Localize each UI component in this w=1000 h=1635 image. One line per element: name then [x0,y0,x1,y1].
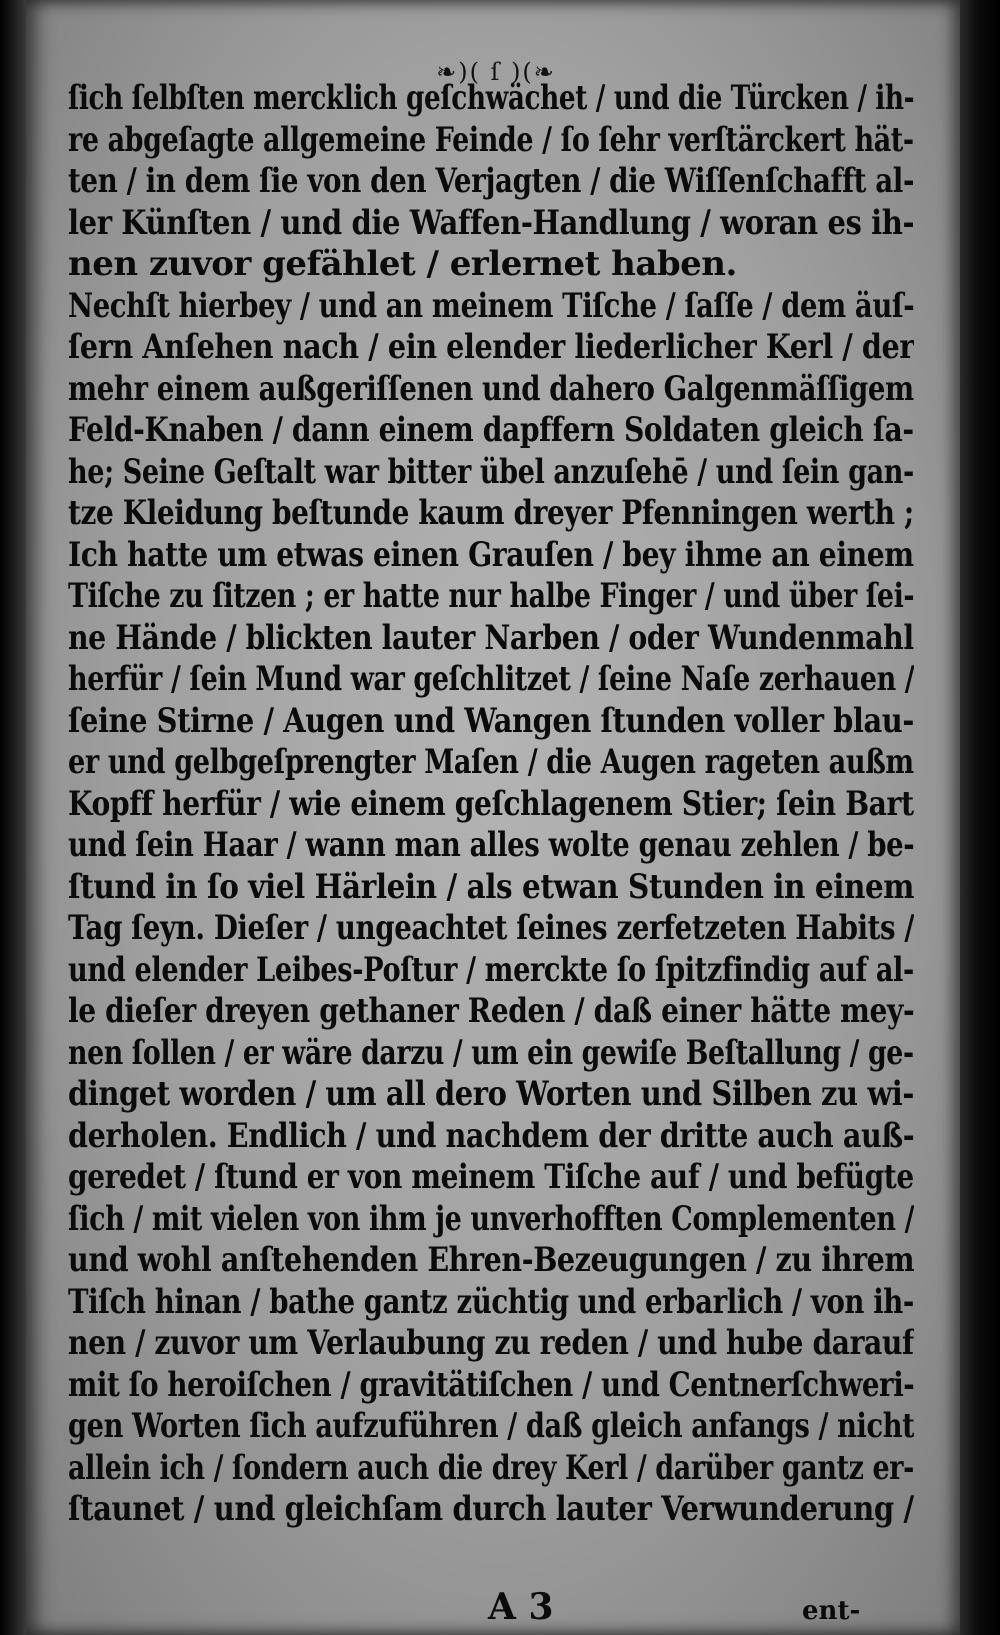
text-line: nen ſollen / er wäre darzu / um ein gewiſe Beſtallung / ge- [68,1032,914,1073]
text-line: ſtund in ſo viel Härlein / als etwan Stunden in einem [68,866,914,907]
signature-mark: A 3 [488,1586,554,1628]
text-line: nen / zuvor um Verlaubung zu reden / und hube darauf [68,1323,914,1363]
text-line: und elender Leibes-Poſtur / merckte ſo ſpitzfindig auf al- [68,949,914,990]
text-line: und wohl anſtehenden Ehren-Bezeugungen / zu ihrem [68,1240,914,1280]
text-line: tze Kleidung beſtunde kaum dreyer Pfenningen werth ; [68,493,914,533]
text-line: Kopff herfür / wie einem geſchlagenem Stier; ſein Bart [68,783,914,824]
text-line: mehr einem außgeriſſenen und dahero Galgenmäſſigem [68,368,914,409]
text-line: he; Seine Geſtalt war bitter übel anzuſehē / und ſein gan- [68,451,914,492]
text-line: mit ſo heroiſchen / gravitätiſchen / und Centnerſchweri- [68,1364,914,1405]
text-line: geredet / ſtund er von meinem Tiſche auf / und befügte [68,1157,914,1197]
text-line: ſich ſelbſten mercklich geſchwächet / und die Türcken / ih- [68,78,914,118]
text-line: re abgeſagte allgemeine Feinde / ſo ſehr verſtärckert hät- [68,119,914,160]
page-body-text [68,78,914,1531]
text-line: ſern Anſehen nach / ein elender liederlicher Kerl / der [68,327,914,367]
header-ornament: ❧)( ſ )(❧ [436,58,556,86]
page-stack-edge [960,0,1000,1635]
text-line: dinget worden / um all dero Worten und Silben zu wi- [68,1074,914,1114]
text-line: ler Künſten / und die Waffen-Handlung / woran es ih- [68,202,914,243]
book-page [26,0,960,1635]
text-line: nen zuvor gefählet / erlernet haben. [68,244,737,284]
text-line: ſeine Stirne / Augen und Wangen ſtunden voller blau- [68,700,914,741]
text-line: ne Hände / blickten lauter Narben / oder Wundenmahl [68,617,914,658]
text-line: Nechſt hierbey / und an meinem Tiſche / ſaſſe / dem äuſ- [68,285,914,326]
catchword: ent- [802,1596,861,1626]
text-line: derholen. Endlich / und nachdem der dritte auch auß- [68,1115,914,1156]
text-line: gen Worten ſich aufzuführen / daß gleich anfangs / nicht [68,1406,914,1446]
text-line: er und gelbgeſprengter Maſen / die Augen rageten außm [68,742,914,782]
text-line: ſtaunet / und gleichſam durch lauter Verwunderung / [68,1489,914,1529]
text-line: Tag ſeyn. Dieſer / ungeachtet ſeines zerfetzeten Habits / [68,908,914,948]
text-line: Ich hatte um etwas einen Grauſen / bey ihme an einem [68,534,914,575]
book-spine-edge [0,0,26,1635]
text-line: Tiſch hinan / bathe gantz züchtig und erbarlich / von ih- [68,1281,914,1322]
text-line: allein ich / ſondern auch die drey Kerl / darüber gantz er- [68,1447,914,1488]
text-line: le dieſer dreyen gethaner Reden / daß einer hätte mey- [68,991,914,1031]
text-line: ten / in dem ſie von den Verjagten / die Wiſſenſchafft al- [68,161,914,201]
text-line: Feld-Knaben / dann einem dapffern Soldaten gleich ſa- [68,410,914,450]
text-line: Tiſche zu ſitzen ; er hatte nur halbe Finger / und über ſei- [68,576,914,616]
text-line: ſich / mit vielen von ihm je unverhofften Complementen / [68,1198,914,1239]
text-line: herfür / ſein Mund war geſchlitzet / ſeine Naſe zerhauen / [68,659,914,699]
text-line: und ſein Haar / wann man alles wolte genau zehlen / be- [68,825,914,865]
